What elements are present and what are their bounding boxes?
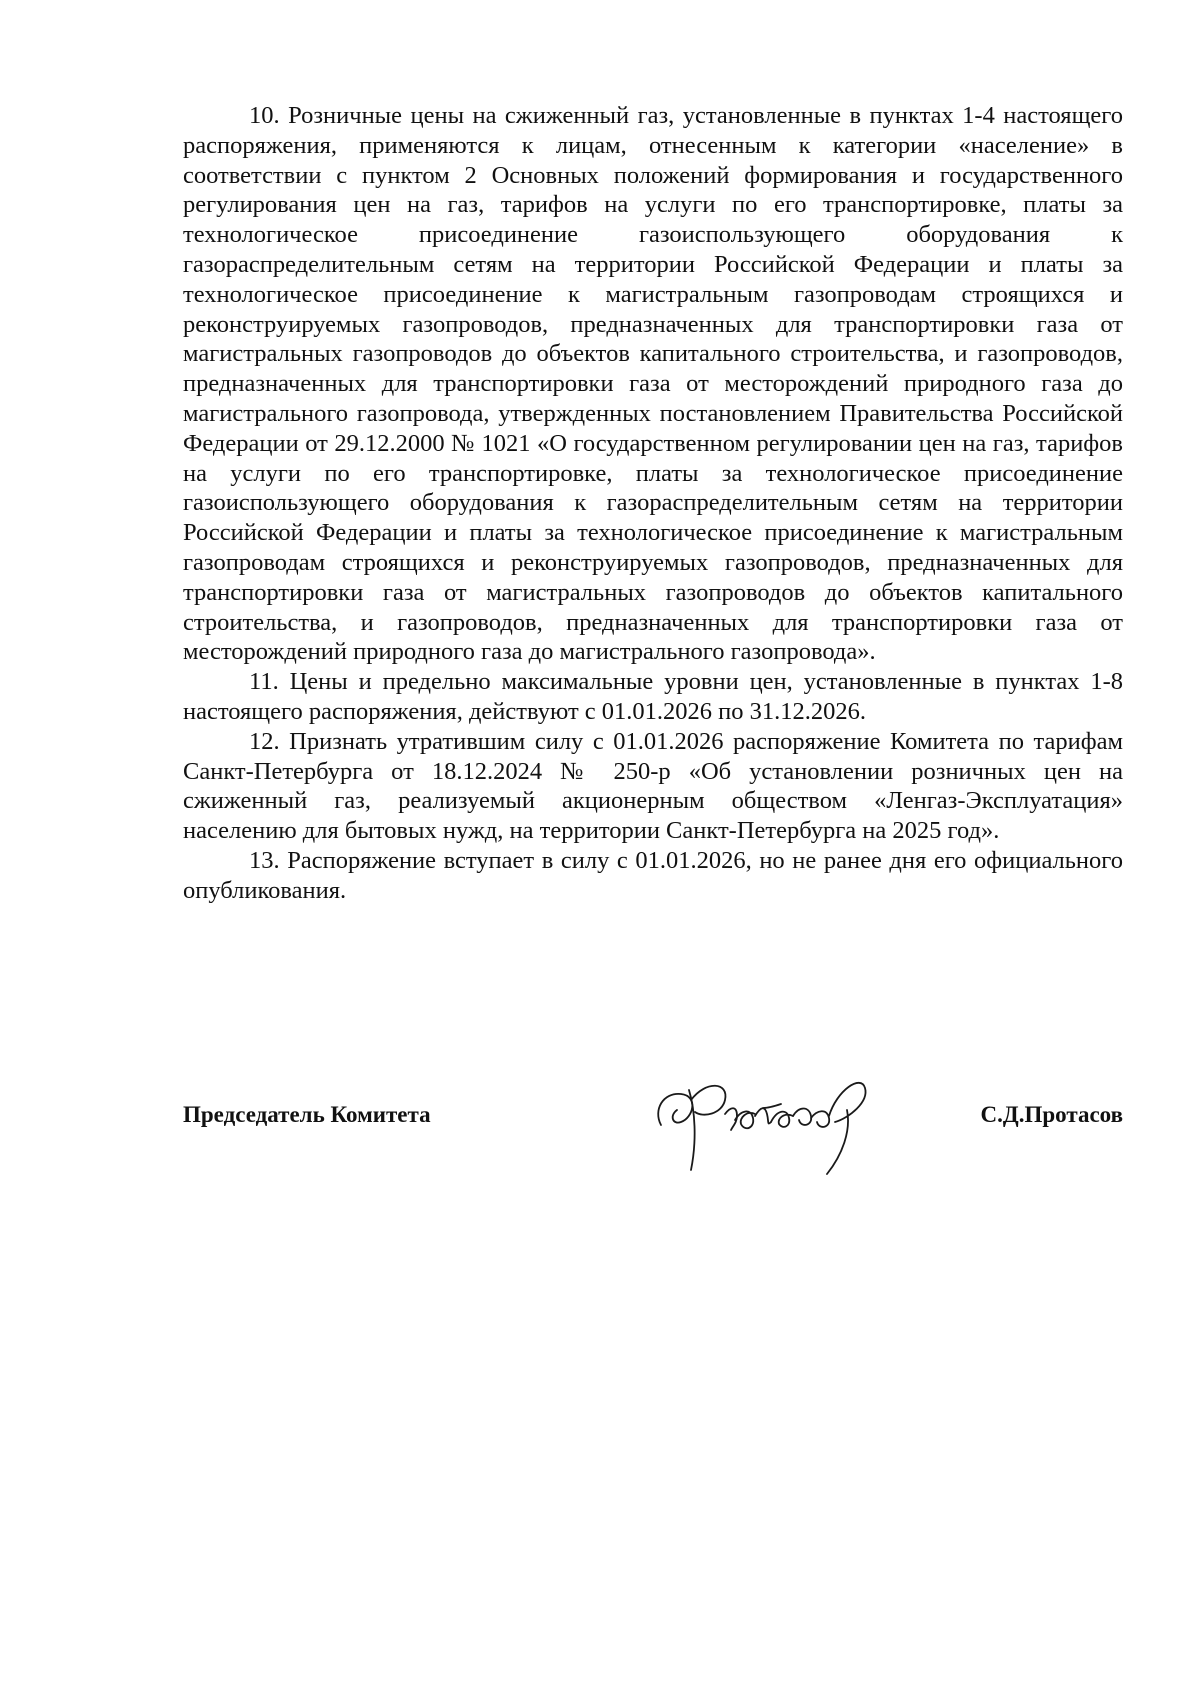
signatory-name: С.Д.Протасов — [980, 1102, 1123, 1127]
handwritten-signature-icon — [651, 1070, 901, 1190]
paragraph-12: 12. Признать утратившим силу с 01.01.2026 распоряжение Комитета по тарифам Санкт-Петербурга от 18.12.2024 № 250-р «Об установлении розничных цен на сжиженный газ, реализуемый акционерным обществом «Ленгаз-Эксплуатация» населению для бытовых нужд, на территории Санкт-Петербурга на 2025 год». — [183, 727, 1123, 845]
signature-block — [183, 1090, 1123, 1210]
document-body — [183, 101, 1123, 906]
signatory-position: Председатель Комитета — [183, 1102, 431, 1127]
paragraph-11: 11. Цены и предельно максимальные уровни цен, установленные в пунктах 1-8 настоящего распоряжения, действуют с 01.01.2026 по 31.12.2026. — [183, 668, 1123, 725]
paragraph-10: 10. Розничные цены на сжиженный газ, установленные в пунктах 1-4 настоящего распоряжения, применяются к лицам, отнесенным к категории «население» в соответствии с пунктом 2 Основных положений формирования и государственного регулирования цен на газ, тарифов на услуги по его транспортировке, платы за технологическое присоединение газоиспользующего оборудования к газораспределительным сетям на территории Российской Федерации и платы за технологическое присоединение к магистральным газопроводам строящихся и реконструируемых газопроводов, предназначенных для транспортировки газа от магистральных газопроводов до объектов капитального строительства, и газопроводов, предназначенных для транспортировки газа от месторождений природного газа до магистрального газопровода, утвержденных постановлением Правительства Российской Федерации от 29.12.2000 № 1021 «О государственном регулировании цен на газ, тарифов на услуги по его транспортировке, платы за технологическое присоединение газоиспользующего оборудования к газораспределительным сетям на территории Российской Федерации и платы за технологическое присоединение к магистральным газопроводам строящихся и реконструируемых газопроводов, предназначенных для транспортировки газа от магистральных газопроводов до объектов капитального строительства, и газопроводов, предназначенных для транспортировки газа от месторождений природного газа до магистрального газопровода». — [183, 102, 1123, 666]
paragraph-13: 13. Распоряжение вступает в силу с 01.01.2026, но не ранее дня его официального опубликования. — [183, 846, 1123, 904]
